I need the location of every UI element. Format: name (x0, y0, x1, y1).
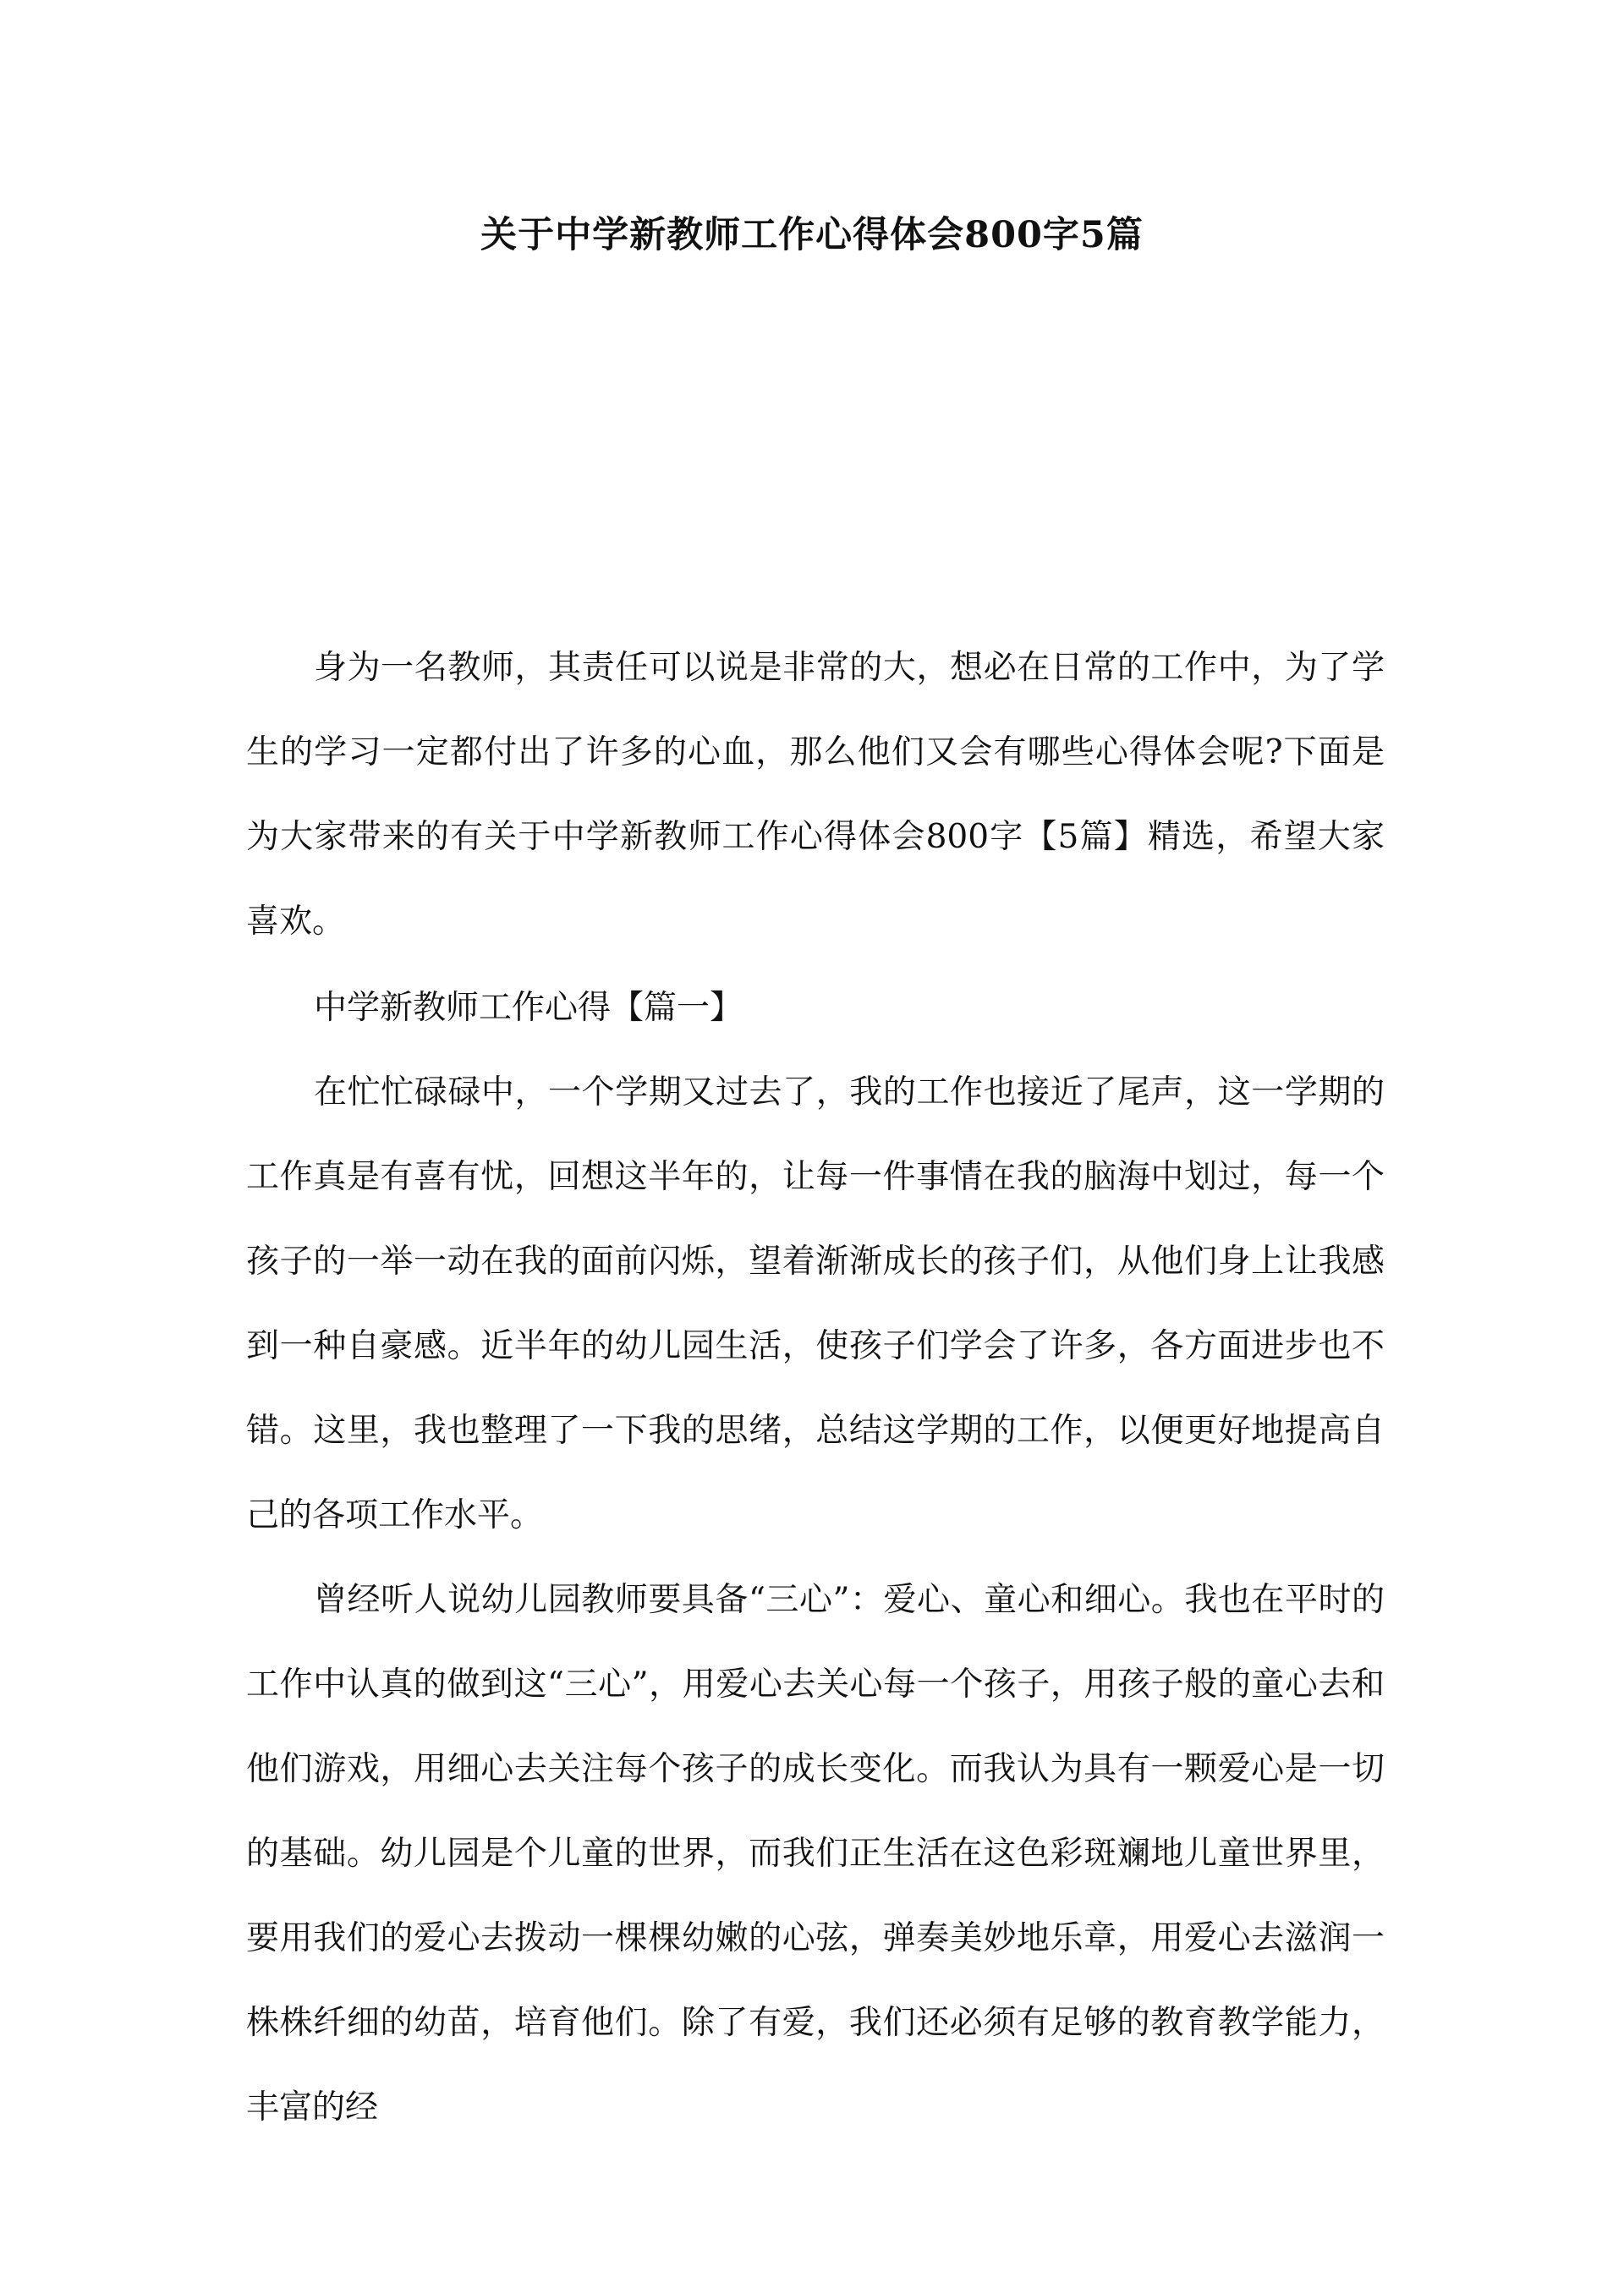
document-title: 关于中学新教师工作心得体会800字5篇 (480, 214, 1144, 256)
section-one (246, 966, 1385, 2150)
intro-block (246, 626, 1385, 964)
section-heading: 中学新教师工作心得【篇一】 (314, 989, 743, 1027)
body-paragraph: 曾经听人说幼儿园教师要具备“三心”：爱心、童心和细心。我也在平时的工作中认真的做到这“三心”，用爱心去关心每一个孩子，用孩子般的童心去和他们游戏，用细心去关注每个孩子的成长变化。而我认为具有一颗爱心是一切的基础。幼儿园是个儿童的世界，而我们正生活在这色彩斑斓地儿童世界里，要用我们的爱心去拨动一棵棵幼嫩的心弦，弹奏美妙地乐章，用爱心去滋润一株株纤细的幼苗，培育他们。除了有爱，我们还必须有足够的教育教学能力，丰富的经 (246, 1581, 1385, 2127)
intro-paragraph: 身为一名教师，其责任可以说是非常的大，想必在日常的工作中，为了学生的学习一定都付出了许多的心血，那么他们又会有哪些心得体会呢?下面是为大家带来的有关于中学新教师工作心得体会800字【5篇】精选，希望大家喜欢。 (246, 649, 1385, 941)
body-paragraph: 在忙忙碌碌中，一个学期又过去了，我的工作也接近了尾声，这一学期的工作真是有喜有忧，回想这半年的，让每一件事情在我的脑海中划过，每一个孩子的一举一动在我的面前闪烁，望着渐渐成长的孩子们，从他们身上让我感到一种自豪感。近半年的幼儿园生活，使孩子们学会了许多，各方面进步也不错。这里，我也整理了一下我的思绪，总结这学期的工作，以便更好地提高自己的各项工作水平。 (246, 1073, 1385, 1534)
